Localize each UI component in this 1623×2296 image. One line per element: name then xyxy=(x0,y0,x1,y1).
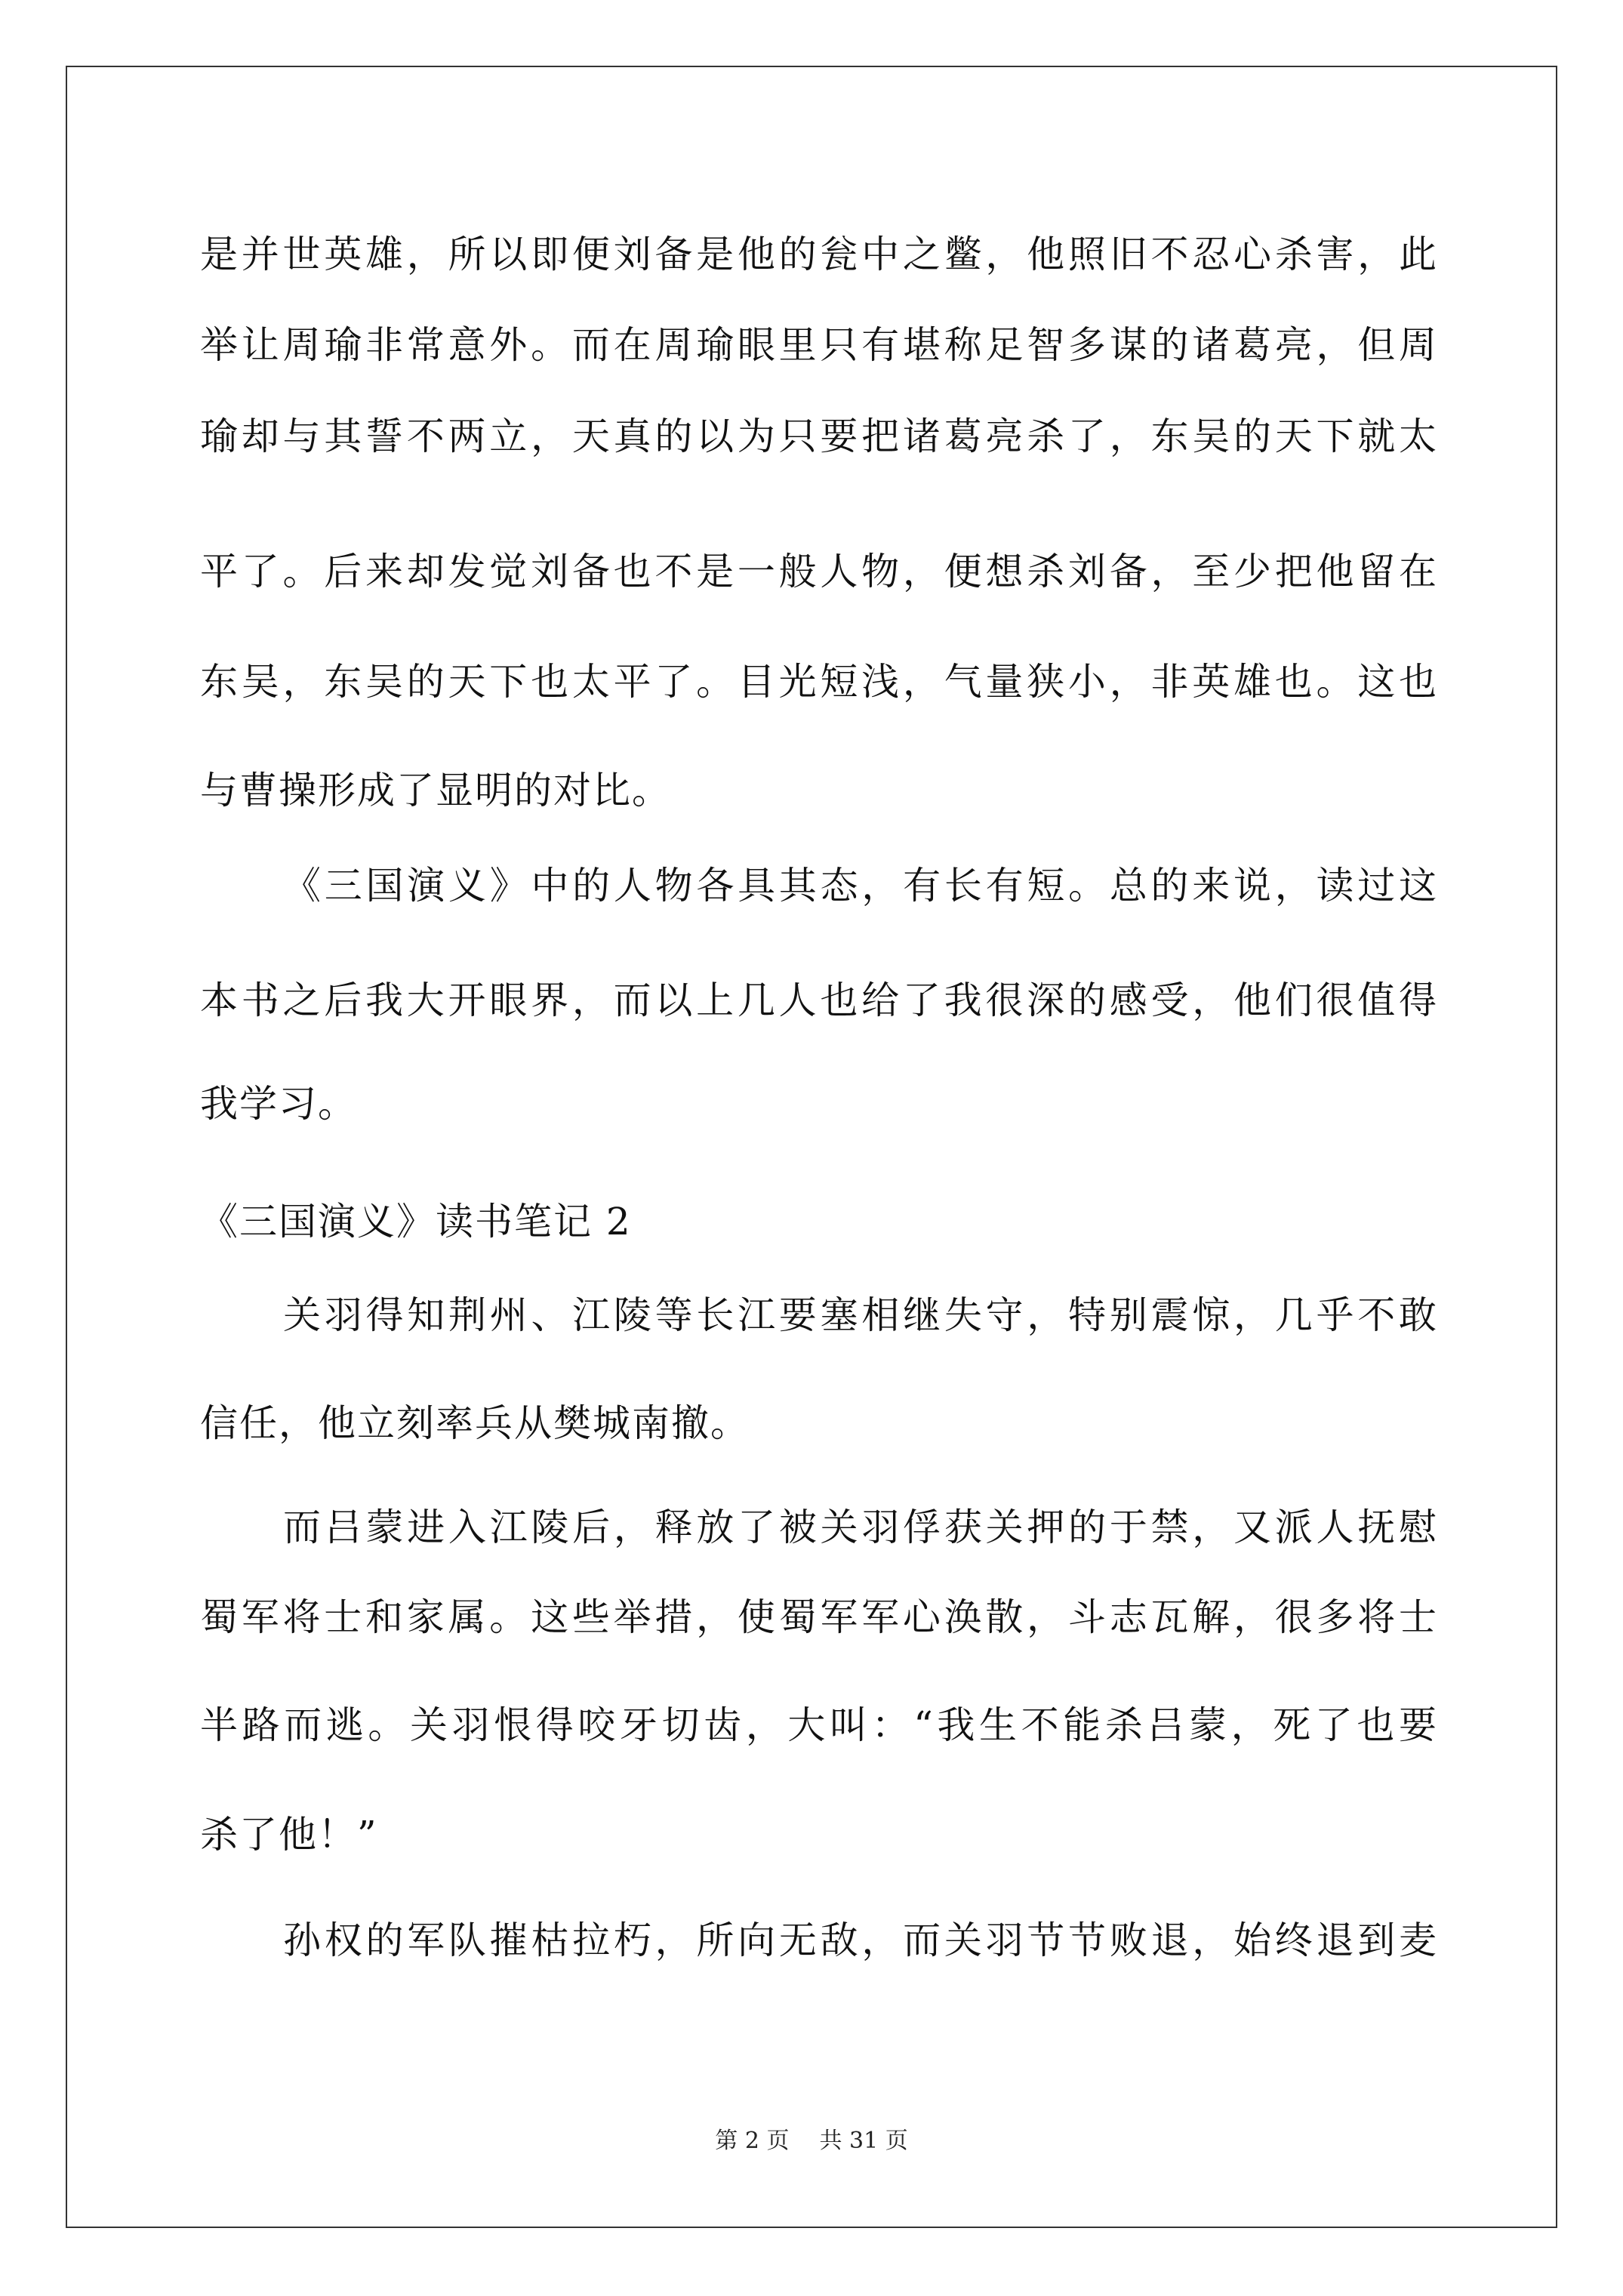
text-line: 我学习。 xyxy=(200,1082,357,1126)
paragraph-first-line: 《三国演义》中的人物各具其态，有长有短。总的来说，读过这 xyxy=(283,864,1438,908)
text-line: 本书之后我大开眼界，而以上几人也给了我很深的感受，他们很值得 xyxy=(200,978,1438,1022)
text-line: 与曹操形成了显明的对比。 xyxy=(200,769,671,812)
text-line: 平了。后来却发觉刘备也不是一般人物，便想杀刘备，至少把他留在 xyxy=(200,550,1438,593)
text-line: 东吴，东吴的天下也太平了。目光短浅，气量狭小，非英雄也。这也 xyxy=(200,660,1438,704)
text-line: 瑜却与其誓不两立，天真的以为只要把诸葛亮杀了，东吴的天下就太 xyxy=(200,415,1438,458)
text-line: 是并世英雄，所以即便刘备是他的瓮中之鳖，他照旧不忍心杀害，此 xyxy=(200,233,1438,276)
page-frame xyxy=(66,66,1557,2228)
text-line: 举让周瑜非常意外。而在周瑜眼里只有堪称足智多谋的诸葛亮，但周 xyxy=(200,323,1438,367)
text-line: 信任，他立刻率兵从樊城南撤。 xyxy=(200,1401,750,1445)
text-line: 蜀军将士和家属。这些举措，使蜀军军心涣散，斗志瓦解，很多将士 xyxy=(200,1595,1438,1639)
section-heading: 《三国演义》读书笔记 2 xyxy=(200,1200,632,1244)
paragraph-first-line: 孙权的军队摧枯拉朽，所向无敌，而关羽节节败退，始终退到麦 xyxy=(283,1918,1438,1962)
page-total: 共 31 页 xyxy=(819,2128,908,2154)
page-number: 第 2 页 xyxy=(715,2128,790,2154)
text-line: 半路而逃。关羽恨得咬牙切齿，大叫：“我生不能杀吕蒙，死了也要 xyxy=(200,1703,1438,1747)
text-line: 杀了他！” xyxy=(200,1813,378,1857)
paragraph-first-line: 关羽得知荆州、江陵等长江要塞相继失守，特别震惊，几乎不敢 xyxy=(283,1293,1438,1337)
paragraph-first-line: 而吕蒙进入江陵后，释放了被关羽俘获关押的于禁，又派人抚慰 xyxy=(283,1505,1438,1549)
page-footer xyxy=(0,2126,1623,2156)
